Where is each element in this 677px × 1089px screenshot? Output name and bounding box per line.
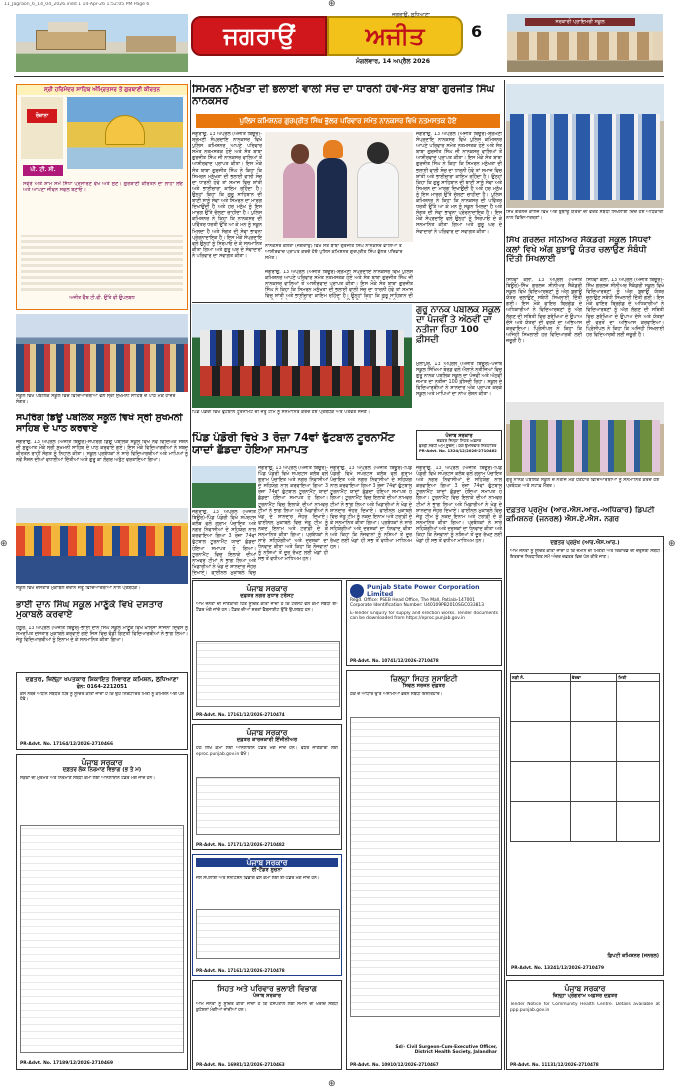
dastar-body: ਹਠੂਰ, 13 ਅਪ੍ਰੈਲ (ਅਜੀਤ ਬਿਊਰੋ)-ਭਾਈ ਦਾਨ ਸਿੰਘ ਸਕੂਲ ਮਾਣੂੰਕੇ ਵਿਖੇ ਖ਼ਾਲਸਾ ਸਾਜਨਾ ਦਿਵਸ ਨੂੰ ਸਮਰਪਿਤ ਦਸਤਾਰ ਮੁਕਾਬਲੇ ਕਰਵਾਏ ਗਏ ਜਿਸ ਵਿਚ ਵੱਡੀ ਗਿਣਤੀ ਵਿਦਿਆਰਥੀਆਂ ਨੇ ਭਾਗ ਲਿਆ। ਜੇਤੂ ਵਿਦਿਆਰਥੀਆਂ ਨੂੰ ਇਨਾਮ ਦੇ ਕੇ ਸਨਮਾਨਿਤ ਕੀਤਾ ਗਿਆ। xyxy=(16,626,188,644)
health-ad-body: ਠੇਕੇ ਦੇ ਆਧਾਰ ਉੱਤੇ ਅਸਾਮੀਆਂ ਭਰਨ ਸਬੰਧੀ ਇਸ਼ਤਿਹਾਰ। xyxy=(350,692,443,697)
health-ad-table xyxy=(350,717,500,1017)
land-notice-sub: ਦਫ਼ਤਰ ਪ੍ਰਮੁੱਖ (ਆਰ.ਐਸ.ਆਰ.) xyxy=(550,540,620,546)
file-header: 11_Jagraon_6_14_04_2026.indd 1 14-Apr-26 1:52:05 PM Page 6 xyxy=(4,2,150,7)
commission-body: ਕੇਸ ਨੰਬਰ ਅਧੀਨ ਸਬੰਧਤ ਧਿਰ ਨੂੰ ਸੂਚਿਤ ਕੀਤਾ ਜਾਂਦਾ ਹੈ ਕਿ ਉਹ ਨਿਰਧਾਰਿਤ ਮਿਤੀ ਨੂੰ ਕਮਿਸ਼ਨ ਅੱਗੇ ਪੇਸ਼ ਹੋਵੇ। xyxy=(20,691,184,703)
main-story-photo xyxy=(265,132,413,242)
admin-ad-ref: PR-Advt. No. 17189/12/2026-2710469 xyxy=(20,1061,114,1066)
football-body-col1: ਜਗਰਾਉਂ, 13 ਅਪ੍ਰੈਲ (ਅਜੀਤ ਬਿਊਰੋ)-ਪਿੰਡ ਪੰਡੋਰੀ ਵਿਖੇ ਸਪੋਰਟਸ ਕਲੱਬ ਵਲੋਂ ਗ੍ਰਾਮ ਪੰਚਾਇਤ ਅਤੇ ਨਗਰ ਨਿਵਾਸੀਆਂ ਦੇ ਸਹਿਯੋਗ ਨਾਲ ਕਰਵਾਇਆ ਗਿਆ 3 ਰੋਜ਼ਾ 74ਵਾਂ ਫੁੱਟਬਾਲ ਟੂਰਨਾਮੈਂਟ ਯਾਦਾਂ ਛੱਡਦਾ ਹੋਇਆ ਸਮਾਪਤ ਹੋ ਗਿਆ। ਟੂਰਨਾਮੈਂਟ ਵਿਚ ਇਲਾਕੇ ਦੀਆਂ ਨਾਮਵਰ ਟੀਮਾਂ ਨੇ ਭਾਗ ਲਿਆ ਅਤੇ ਖਿਡਾਰੀਆਂ ਨੇ ਖੇਡ ਦੇ ਸ਼ਾਨਦਾਰ ਜੌਹਰ ਦਿਖਾਏ। ਫਾਈਨਲ ਮੁਕਾਬਲੇ ਵਿਚ ਜੇਤੂ ਟੀਮ ਨੂੰ ਨਕਦ ਇਨਾਮ ਅਤੇ ਟਰਾਫ਼ੀ ਦੇ ਕੇ ਸਨਮਾਨਿਤ ਕੀਤਾ ਗਿਆ। ਪ੍ਰਬੰਧਕਾਂ ਨੇ ਸਾਰੇ ਸਹਿਯੋਗੀਆਂ ਅਤੇ ਦਰਸ਼ਕਾਂ ਦਾ ਧੰਨਵਾਦ ਕੀਤਾ ਅਤੇ ਕਿਹਾ ਕਿ ਨੌਜਵਾਨਾਂ ਨੂੰ ਨਸ਼ਿਆਂ ਤੋਂ ਦੂਰ ਰੱਖਣ ਲਈ ਖੇਡਾਂ ਹੀ ਸਭ ਤੋਂ ਵਧੀਆ ਮਾਧਿਅਮ ਹਨ। xyxy=(258,466,328,563)
recruitment-ad xyxy=(416,430,502,460)
main-body-col3: ਜਗਰਾਉਂ, 13 ਅਪ੍ਰੈਲ (ਅਜੀਤ ਬਿਊਰੋ)-ਸ਼੍ਰੋਮਣੀ ਸੰਪ੍ਰਦਾਇ ਨਾਨਕਸਰ ਵਿਖੇ ਪੁਲਿਸ ਕਮਿਸ਼ਨਰ ਆਪਣੇ ਪਰਿਵਾਰ ਸਮੇਤ ਨਤਮਸਤਕ ਹੋਏ ਅਤੇ ਸੰਤ ਬਾਬਾ ਗੁਰਜੀਤ ਸਿੰਘ ਜੀ ਨਾਨਕਸਰ ਵਾਲਿਆਂ ਤੋਂ ਆਸ਼ੀਰਵਾਦ ਪ੍ਰਾਪਤ ਕੀਤਾ। ਇਸ ਮੌਕੇ ਸੰਤ ਬਾਬਾ ਗੁਰਜੀਤ ਸਿੰਘ ਨੇ ਕਿਹਾ ਕਿ ਸਿਮਰਨ ਮਨੁੱਖਤਾ ਦੀ ਭਲਾਈ ਵਾਲੀ ਸੋਚ ਦਾ ਧਾਰਨੀ ਹੋਵੇ ਤਾਂ ਸਮਾਜ ਵਿਚ ਸ਼ਾਂਤੀ ਅਤੇ ਭਾਈਚਾਰਾ ਕਾਇਮ ਰਹਿੰਦਾ ਹੈ। ਉਨ੍ਹਾਂ ਕਿਹਾ ਕਿ ਗੁਰੂ ਸਾਹਿਬਾਨ ਦੀ ਬਾਣੀ ਸਾਨੂੰ ਸੇਵਾ ਅਤੇ ਸਿਮਰਨ ਦਾ ਮਾਰਗ ਦਿਖਾਉਂਦੀ ਹੈ ਅਤੇ ਹਰ ਮਨੁੱਖ ਨੂੰ ਇਸ ਮਾਰਗ ਉੱਤੇ ਚੱਲਣਾ ਚਾਹੀਦਾ ਹੈ। ਪੁਲਿਸ ਕਮਿਸ਼ਨਰ ਨੇ ਕਿਹਾ ਕਿ ਨਾਨਕਸਰ ਦੀ ਪਵਿੱਤਰ ਧਰਤੀ ਉੱਤੇ ਆ ਕੇ ਮਨ ਨੂੰ ਸਕੂਨ ਮਿਲਦਾ ਹੈ ਅਤੇ ਸੰਗਤ ਦੀ ਸੇਵਾ ਭਾਵਨਾ ਪ੍ਰੇਰਨਾਦਾਇਕ ਹੈ। ਇਸ ਮੌਕੇ ਸੰਪ੍ਰਦਾਇ ਵਲੋਂ ਉਨ੍ਹਾਂ ਨੂੰ ਸਿਰੋਪਾਓ ਦੇ ਕੇ ਸਨਮਾਨਿਤ ਕੀਤਾ ਗਿਆ ਅਤੇ ਗੁਰੂ ਘਰ ਦੇ ਸੇਵਾਦਾਰਾਂ ਨੇ ਪਰਿਵਾਰ ਦਾ ਸਵਾਗਤ ਕੀਤਾ। xyxy=(416,132,502,235)
edition-line: ਜਗਰਾਉਂ, ਲੁਧਿਆਣਾ xyxy=(392,12,430,18)
football-team-photo xyxy=(192,304,412,408)
spring-dew-caption: ਸਕੂਲ ਵਿਖੇ ਪਬਲਿਕ ਸਕੂਲ ਵਿਚ ਵਿਦਿਆਰਥੀਆਂ ਵਲੋਂ ਸ੍ਰੀ ਸੁਖਮਨੀ ਸਾਹਿਬ ਦੇ ਪਾਠ ਮੌਕੇ ਹਾਜ਼ਰ ਸੰਗਤ। xyxy=(16,394,176,405)
promo-left-panel xyxy=(21,97,63,159)
trust-ad xyxy=(192,580,342,720)
engineer-ad xyxy=(192,724,342,850)
masthead-right-name: ਅਜੀਤ xyxy=(365,22,425,50)
admin-ad-sub: ਦਫ਼ਤਰ ਲੋਕ ਨਿਰਮਾਣ ਵਿਭਾਗ (ਭ ਤੇ ਮ) xyxy=(62,767,142,773)
water-ad-body: ਜਲ ਸਪਲਾਈ ਅਤੇ ਸੈਨੀਟੇਸ਼ਨ ਵਿਭਾਗ ਵਲੋਂ ਕੰਮਾਂ ਲਈ ਈ-ਟੈਂਡਰ ਮੰਗੇ ਜਾਂਦੇ ਹਨ। xyxy=(196,876,320,881)
trust-ad-ref: PR-Advt. No. 17161/12/2026-2710474 xyxy=(196,712,285,717)
pwd-ad-ref: PR-Advt. No. 16981/12/2026-2710463 xyxy=(196,1062,285,1067)
recruitment-ad-ref: PR-Advt. No. 1324/12/2026-2710462 xyxy=(419,448,497,454)
program-ad-ref: PR-Advt. No. 11131/12/2026-2710478 xyxy=(510,1062,599,1067)
football-headline: ਪਿੰਡ ਪੰਡੋਰੀ ਵਿਖੇ 3 ਰੋਜ਼ਾ 74ਵਾਂ ਫੁੱਟਬਾਲ ਟੂਰਨਾਮੈਂਟ ਯਾਦਾਂ ਛੱਡਦਾ ਹੋਇਆ ਸਮਾਪਤ xyxy=(192,432,395,457)
fire-training-photo xyxy=(506,84,664,208)
admin-ad-title: ਪੰਜਾਬ ਸਰਕਾਰ xyxy=(81,758,123,767)
column-rule-2 xyxy=(504,80,505,1070)
masthead-photo-sign: ਸਰਕਾਰੀ ਪ੍ਰਾਇਮਰੀ ਸਕੂਲ xyxy=(525,18,635,26)
football-body-col2: ਜਗਰਾਉਂ, 13 ਅਪ੍ਰੈਲ (ਅਜੀਤ ਬਿਊਰੋ)-ਪਿੰਡ ਪੰਡੋਰੀ ਵਿਖੇ ਸਪੋਰਟਸ ਕਲੱਬ ਵਲੋਂ ਗ੍ਰਾਮ ਪੰਚਾਇਤ ਅਤੇ ਨਗਰ ਨਿਵਾਸੀਆਂ ਦੇ ਸਹਿਯੋਗ ਨਾਲ ਕਰਵਾਇਆ ਗਿਆ 3 ਰੋਜ਼ਾ 74ਵਾਂ ਫੁੱਟਬਾਲ ਟੂਰਨਾਮੈਂਟ ਯਾਦਾਂ ਛੱਡਦਾ ਹੋਇਆ ਸਮਾਪਤ ਹੋ ਗਿਆ। ਟੂਰਨਾਮੈਂਟ ਵਿਚ ਇਲਾਕੇ ਦੀਆਂ ਨਾਮਵਰ ਟੀਮਾਂ ਨੇ ਭਾਗ ਲਿਆ ਅਤੇ ਖਿਡਾਰੀਆਂ ਨੇ ਖੇਡ ਦੇ ਸ਼ਾਨਦਾਰ ਜੌਹਰ ਦਿਖਾਏ। ਫਾਈਨਲ ਮੁਕਾਬਲੇ ਵਿਚ ਜੇਤੂ ਟੀਮ ਨੂੰ ਨਕਦ ਇਨਾਮ ਅਤੇ ਟਰਾਫ਼ੀ ਦੇ ਕੇ ਸਨਮਾਨਿਤ ਕੀਤਾ ਗਿਆ। ਪ੍ਰਬੰਧਕਾਂ ਨੇ ਸਾਰੇ ਸਹਿਯੋਗੀਆਂ ਅਤੇ ਦਰਸ਼ਕਾਂ ਦਾ ਧੰਨਵਾਦ ਕੀਤਾ ਅਤੇ ਕਿਹਾ ਕਿ ਨੌਜਵਾਨਾਂ ਨੂੰ ਨਸ਼ਿਆਂ ਤੋਂ ਦੂਰ ਰੱਖਣ ਲਈ ਖੇਡਾਂ ਹੀ ਸਭ ਤੋਂ ਵਧੀਆ ਮਾਧਿਅਮ ਹਨ। xyxy=(330,466,412,551)
program-ad-title: ਪੰਜਾਬ ਸਰਕਾਰ xyxy=(564,984,606,993)
water-ad-ref: PR-Advt. No. 17161/12/2026-2710478 xyxy=(196,968,285,973)
masthead-rule xyxy=(14,76,664,77)
land-col-3: ਮਿਤੀ xyxy=(617,674,660,682)
spring-dew-photo xyxy=(16,314,188,392)
pwd-ad-title: ਸਿਹਤ ਅਤੇ ਪਰਿਵਾਰ ਭਲਾਈ ਵਿਭਾਗ xyxy=(217,984,317,993)
program-officer-ad xyxy=(506,980,664,1070)
land-notice-table xyxy=(510,673,660,842)
pspcl-title: Punjab State Power Corporation Limited xyxy=(367,584,480,598)
promo-schedule xyxy=(21,235,183,291)
registration-mark-bottom: ⊕ xyxy=(328,1079,336,1089)
football-inset-photo xyxy=(192,466,256,508)
program-ad-body: Tender Notice for Community Health Centre. Details available at ppp.punjab.gov.in xyxy=(510,1002,660,1013)
result-headline: ਗੁਰੂ ਨਾਨਕ ਪਬਲਿਕ ਸਕੂਲ ਦਾ ਪੰਜਵੀਂ ਤੇ ਅੱਠਵੀਂ ਦਾ ਨਤੀਜਾ ਰਿਹਾ 100 ਫ਼ੀਸਦੀ xyxy=(416,306,501,345)
pwd-ad-sub: ਪੰਜਾਬ ਸਰਕਾਰ xyxy=(252,993,282,999)
main-subhead: ਪੁਲਿਸ ਕਮਿਸ਼ਨਰ ਗੁਰਪ੍ਰੀਤ ਸਿੰਘ ਭੁੱਲਰ ਪਰਿਵਾਰ ਸਮੇਤ ਨਾਨਕਸਰ ਵਿਖੇ ਨਤਮਸਤਕ ਹੋਏ xyxy=(196,114,500,128)
pspcl-sub: Regd. Office: PSEB Head Office, The Mall, Patiala-147001 xyxy=(350,598,476,603)
promo-body: ਸਵੇਰੇ ਅਤੇ ਸ਼ਾਮ ਸਮੇਂ ਸਿੱਧਾ ਪ੍ਰਸਾਰਣ ਵੇਖੋ ਅਤੇ ਸੁਣੋ। ਗੁਰਬਾਣੀ ਕੀਰਤਨ ਦਾ ਲਾਹਾ ਲਓ ਅਤੇ ਆਪਣਾ ਜੀਵਨ ਸਫਲ ਬਣਾਓ। xyxy=(23,181,183,194)
commission-phone: ਫੋਨ: 0164-2212051 xyxy=(76,683,128,690)
fire-training-caption: ਸਿੱਖ ਗਰਲਜ਼ ਕਾਲਜ ਵਿਖੇ ਅੱਗ ਬੁਝਾਊ ਯੰਤਰਾਂ ਦੀ ਵਰਤੋਂ ਸਬੰਧੀ ਸਿਖਲਾਈ ਦਿੰਦੇ ਹੋਏ ਅਧਿਕਾਰੀ ਨਾਲ ਵਿਦਿਆਰਥਣਾਂ। xyxy=(506,210,664,221)
ads-top-rule xyxy=(192,578,502,579)
masthead-left-photo xyxy=(16,14,188,72)
pspcl-logo-icon xyxy=(350,584,364,598)
land-col-2: ਵੇਰਵਾ xyxy=(570,674,617,682)
pwd-ad xyxy=(192,980,342,1070)
engineer-ad-sub: ਦਫ਼ਤਰ ਕਾਰਜਕਾਰੀ ਇੰਜੀਨੀਅਰ xyxy=(236,737,298,743)
program-ad-sub: ਜ਼ਿਲ੍ਹਾ ਪ੍ਰੋਗਰਾਮ ਅਫ਼ਸਰ ਦਫ਼ਤਰ xyxy=(552,993,618,999)
land-notice xyxy=(506,536,664,976)
health-ad-title: ਜ਼ਿਲ੍ਹਾ ਸਿਹਤ ਸੁਸਾਇਟੀ xyxy=(390,674,458,683)
pspcl-body: E-Tender Enquiry for supply and erection works. Tender documents can be downloaded from https://eproc.punjab.gov.in xyxy=(350,610,498,622)
right-notice-headline: ਦਫ਼ਤਰ ਪ੍ਰਮੁੱਖ (ਆਰ.ਐਸ.ਆਰ.-ਅਧਿਕਾਰ) ਡਿਪਟੀ ਕਮਿਸ਼ਨਰ (ਜਨਰਲ) ਐਸ.ਏ.ਐਸ. ਨਗਰ xyxy=(506,506,655,523)
fire-training-headline: ਸਿੱਖ ਗਰਲਜ਼ ਸੀਨੀਅਰ ਸੈਕੰਡਰੀ ਸਕੂਲ ਸਿੱਧਵਾਂ ਕਲਾਂ ਵਿਖੇ ਅੱਗ ਬੁਝਾਊ ਯੰਤਰ ਚਲਾਉਣ ਸੰਬੰਧੀ ਦਿੱਤੀ ਸਿਖਲਾਈ xyxy=(506,236,651,265)
trust-ad-title: ਪੰਜਾਬ ਸਰਕਾਰ xyxy=(246,584,288,593)
trust-ad-sub: ਦਫ਼ਤਰ ਨਗਰ ਸੁਧਾਰ ਟਰੱਸਟ xyxy=(240,593,294,599)
fire-training-body-col1: ਸਿੱਧਵਾਂ ਕਲਾਂ, 13 ਅਪ੍ਰੈਲ (ਅਜੀਤ ਬਿਊਰੋ)-ਸਿੱਖ ਗਰਲਜ਼ ਸੀਨੀਅਰ ਸੈਕੰਡਰੀ ਸਕੂਲ ਵਿਖੇ ਵਿਦਿਆਰਥਣਾਂ ਨੂੰ ਅੱਗ ਬੁਝਾਊ ਯੰਤਰ ਚਲਾਉਣ ਸਬੰਧੀ ਸਿਖਲਾਈ ਦਿੱਤੀ ਗਈ। ਇਸ ਮੌਕੇ ਫਾਇਰ ਬ੍ਰਿਗੇਡ ਦੇ ਅਧਿਕਾਰੀਆਂ ਨੇ ਵਿਦਿਆਰਥਣਾਂ ਨੂੰ ਅੱਗ ਲੱਗਣ ਦੀ ਸਥਿਤੀ ਵਿਚ ਸੁਰੱਖਿਆ ਦੇ ਉਪਾਅ ਦੱਸੇ ਅਤੇ ਯੰਤਰਾਂ ਦੀ ਵਰਤੋਂ ਦਾ ਅਭਿਆਸ ਕਰਵਾਇਆ। ਪ੍ਰਿੰਸੀਪਲ ਨੇ ਕਿਹਾ ਕਿ ਅਜਿਹੀ ਸਿਖਲਾਈ ਹਰ ਵਿਦਿਆਰਥੀ ਲਈ ਜ਼ਰੂਰੀ ਹੈ। xyxy=(506,278,582,344)
commission-title: ਦਫ਼ਤਰ, ਜ਼ਿਲ੍ਹਾ ਖਪਤਕਾਰ ਸ਼ਿਕਾਇਤ ਨਿਵਾਰਣ ਕਮਿਸ਼ਨ, ਲੁਧਿਆਣਾ xyxy=(25,676,179,683)
trust-ad-body: ਆਮ ਜਨਤਾ ਦੀ ਜਾਣਕਾਰੀ ਹਿੱਤ ਸੂਚਿਤ ਕੀਤਾ ਜਾਂਦਾ ਹੈ ਕਿ ਟਰੱਸਟ ਵਲੋਂ ਕੰਮਾਂ ਸਬੰਧੀ ਈ-ਟੈਂਡਰ ਮੰਗੇ ਜਾਂਦੇ ਹਨ। ਟੈਂਡਰ ਦੀਆਂ ਸ਼ਰਤਾਂ ਵੈੱਬਸਾਈਟ ਉੱਤੇ ਉਪਲਬਧ ਹਨ। xyxy=(196,602,338,613)
main-photo-caption: ਨਾਨਕਸਰ ਕਲੇਰਾਂ (ਜਗਰਾਉਂ) ਵਿਖੇ ਸੰਤ ਬਾਬਾ ਗੁਰਜੀਤ ਸਿੰਘ ਨਾਨਕਸਰ ਵਾਲਿਆਂ ਤੋਂ ਆਸ਼ੀਰਵਾਦ ਪ੍ਰਾਪਤ ਕਰਦੇ ਹੋਏ ਪੁਲਿਸ ਕਮਿਸ਼ਨਰ ਗੁਰਪ੍ਰੀਤ ਸਿੰਘ ਭੁੱਲਰ ਪਰਿਵਾਰ ਸਮੇਤ। xyxy=(265,244,403,261)
main-body-col1: ਜਗਰਾਉਂ, 13 ਅਪ੍ਰੈਲ (ਅਜੀਤ ਬਿਊਰੋ)-ਸ਼੍ਰੋਮਣੀ ਸੰਪ੍ਰਦਾਇ ਨਾਨਕਸਰ ਵਿਖੇ ਪੁਲਿਸ ਕਮਿਸ਼ਨਰ ਆਪਣੇ ਪਰਿਵਾਰ ਸਮੇਤ ਨਤਮਸਤਕ ਹੋਏ ਅਤੇ ਸੰਤ ਬਾਬਾ ਗੁਰਜੀਤ ਸਿੰਘ ਜੀ ਨਾਨਕਸਰ ਵਾਲਿਆਂ ਤੋਂ ਆਸ਼ੀਰਵਾਦ ਪ੍ਰਾਪਤ ਕੀਤਾ। ਇਸ ਮੌਕੇ ਸੰਤ ਬਾਬਾ ਗੁਰਜੀਤ ਸਿੰਘ ਨੇ ਕਿਹਾ ਕਿ ਸਿਮਰਨ ਮਨੁੱਖਤਾ ਦੀ ਭਲਾਈ ਵਾਲੀ ਸੋਚ ਦਾ ਧਾਰਨੀ ਹੋਵੇ ਤਾਂ ਸਮਾਜ ਵਿਚ ਸ਼ਾਂਤੀ ਅਤੇ ਭਾਈਚਾਰਾ ਕਾਇਮ ਰਹਿੰਦਾ ਹੈ। ਉਨ੍ਹਾਂ ਕਿਹਾ ਕਿ ਗੁਰੂ ਸਾਹਿਬਾਨ ਦੀ ਬਾਣੀ ਸਾਨੂੰ ਸੇਵਾ ਅਤੇ ਸਿਮਰਨ ਦਾ ਮਾਰਗ ਦਿਖਾਉਂਦੀ ਹੈ ਅਤੇ ਹਰ ਮਨੁੱਖ ਨੂੰ ਇਸ ਮਾਰਗ ਉੱਤੇ ਚੱਲਣਾ ਚਾਹੀਦਾ ਹੈ। ਪੁਲਿਸ ਕਮਿਸ਼ਨਰ ਨੇ ਕਿਹਾ ਕਿ ਨਾਨਕਸਰ ਦੀ ਪਵਿੱਤਰ ਧਰਤੀ ਉੱਤੇ ਆ ਕੇ ਮਨ ਨੂੰ ਸਕੂਨ ਮਿਲਦਾ ਹੈ ਅਤੇ ਸੰਗਤ ਦੀ ਸੇਵਾ ਭਾਵਨਾ ਪ੍ਰੇਰਨਾਦਾਇਕ ਹੈ। ਇਸ ਮੌਕੇ ਸੰਪ੍ਰਦਾਇ ਵਲੋਂ ਉਨ੍ਹਾਂ ਨੂੰ ਸਿਰੋਪਾਓ ਦੇ ਕੇ ਸਨਮਾਨਿਤ ਕੀਤਾ ਗਿਆ ਅਤੇ ਗੁਰੂ ਘਰ ਦੇ ਸੇਵਾਦਾਰਾਂ ਨੇ ਪਰਿਵਾਰ ਦਾ ਸਵਾਗਤ ਕੀਤਾ। xyxy=(192,132,262,259)
promo-footer: ਅਜੀਤ ਵੈੱਬ ਟੀ.ਵੀ. ਉੱਤੇ ਵੀ ਉਪਲਬਧ xyxy=(69,296,135,301)
dastar-photo xyxy=(16,508,188,584)
promo-title: ਸ੍ਰੀ ਹਰਿਮੰਦਰ ਸਾਹਿਬ ਅੰਮ੍ਰਿਤਸਰ ਤੋਂ ਗੁਰਬਾਣੀ ਕੀਰਤਨ xyxy=(17,85,187,95)
health-ad-sign: Sd/- Civil Surgeon-Cum-Executive Officer, District Health Society, Jalandhar xyxy=(395,1045,497,1055)
health-ad-ref: PR-Advt. No. 10910/12/2026-2710467 xyxy=(350,1062,439,1067)
masthead-left-name: ਜਗਰਾਉਂ xyxy=(223,22,295,50)
land-notice-body: ਆਮ ਜਨਤਾ ਨੂੰ ਸੂਚਿਤ ਕੀਤਾ ਜਾਂਦਾ ਹੈ ਕਿ ਜ਼ਮੀਨ ਦੀ ਮਿਣਤੀ ਅਤੇ ਰਿਕਾਰਡ ਦੀ ਦਰੁਸਤੀ ਸਬੰਧੀ ਇਤਰਾਜ਼ ਨਿਰਧਾਰਿਤ ਸਮੇਂ ਅੰਦਰ ਦਫ਼ਤਰ ਵਿਚ ਪੇਸ਼ ਕੀਤੇ ਜਾਣ। xyxy=(510,549,660,560)
masthead-left-panel xyxy=(191,16,327,56)
land-col-1: ਲੜੀ ਨੰ. xyxy=(511,674,571,682)
land-notice-sign: ਡਿਪਟੀ ਕਮਿਸ਼ਨਰ (ਜਨਰਲ) xyxy=(607,953,659,959)
main-headline: ਸਿਮਰਨ ਮਨੁੱਖਤਾ ਦੀ ਭਲਾਈ ਵਾਲੀ ਸੋਚ ਦਾ ਧਾਰਨੀ ਹੋਵੇ-ਸੰਤ ਬਾਬਾ ਗੁਰਜੀਤ ਸਿੰਘ ਨਾਨਕਸਰ xyxy=(192,84,495,107)
water-ad xyxy=(192,854,342,976)
pspcl-ad xyxy=(346,580,502,666)
spring-dew-body: ਜਗਰਾਉਂ, 13 ਅਪ੍ਰੈਲ (ਅਜੀਤ ਬਿਊਰੋ)-ਸਪਰਿੰਗ ਡਿਊ ਪਬਲਿਕ ਸਕੂਲ ਵਿਖੇ ਨਵੇਂ ਵਿੱਦਿਅਕ ਸੈਸ਼ਨ ਦੀ ਸ਼ੁਰੂਆਤ ਮੌਕੇ ਸ੍ਰੀ ਸੁਖਮਨੀ ਸਾਹਿਬ ਦੇ ਪਾਠ ਕਰਵਾਏ ਗਏ। ਇਸ ਮੌਕੇ ਵਿਦਿਆਰਥੀਆਂ ਨੇ ਸ਼ਬਦ ਕੀਰਤਨ ਰਾਹੀਂ ਸੰਗਤ ਨੂੰ ਨਿਹਾਲ ਕੀਤਾ। ਸਕੂਲ ਪ੍ਰਬੰਧਕਾਂ ਨੇ ਸਾਰੇ ਵਿਦਿਆਰਥੀਆਂ ਅਤੇ ਮਾਪਿਆਂ ਨੂੰ ਨਵੇਂ ਸੈਸ਼ਨ ਦੀਆਂ ਵਧਾਈਆਂ ਦਿੱਤੀਆਂ ਅਤੇ ਗੁਰੂ ਕਾ ਲੰਗਰ ਅਤੁੱਟ ਵਰਤਾਇਆ ਗਿਆ। xyxy=(16,440,188,464)
commission-ref: PR-Advt. No. 17164/12/2026-2710466 xyxy=(20,742,114,747)
engineer-ad-ref: PR-Advt. No. 17171/12/2026-2710482 xyxy=(196,842,285,847)
result-honour-caption: ਗੁਰੂ ਨਾਨਕ ਪਬਲਿਕ ਸਕੂਲ ਦੇ ਨਤੀਜੇ ਮੌਕੇ ਹੋਣਹਾਰ ਵਿਦਿਆਰਥੀਆਂ ਨੂੰ ਸਨਮਾਨਿਤ ਕਰਦੇ ਹੋਏ ਪ੍ਰਬੰਧਕ ਅਤੇ ਸਟਾਫ਼ ਮੈਂਬਰ। xyxy=(506,478,660,489)
registration-mark-left: ⊕ xyxy=(0,539,8,549)
admin-ad xyxy=(16,754,188,1070)
dastar-caption: ਸਕੂਲ ਵਿਖੇ ਦਸਤਾਰ ਮੁਕਾਬਲੇ ਦੌਰਾਨ ਜੇਤੂ ਵਿਦਿਆਰਥੀਆਂ ਨਾਲ ਪ੍ਰਬੰਧਕ। xyxy=(16,586,141,591)
land-notice-ref: PR-Advt. No. 13241/12/2026-2710479 xyxy=(511,966,605,971)
engineer-ad-body: ਹੇਠ ਲਿਖੇ ਕੰਮਾਂ ਲਈ ਆਨਲਾਈਨ ਟੈਂਡਰ ਮੰਗੇ ਜਾਂਦੇ ਹਨ। ਵਧੇਰੇ ਜਾਣਕਾਰੀ ਲਈ eproc.punjab.gov.in ਵੇਖੋ। xyxy=(196,746,338,757)
result-body: ਮੁੱਲਾਂਪੁਰ, 13 ਅਪ੍ਰੈਲ (ਅਜੀਤ ਬਿਊਰੋ)-ਪੰਜਾਬ ਸਕੂਲ ਸਿੱਖਿਆ ਬੋਰਡ ਵਲੋਂ ਐਲਾਨੇ ਨਤੀਜਿਆਂ ਵਿਚ ਗੁਰੂ ਨਾਨਕ ਪਬਲਿਕ ਸਕੂਲ ਦਾ ਪੰਜਵੀਂ ਅਤੇ ਅੱਠਵੀਂ ਜਮਾਤ ਦਾ ਨਤੀਜਾ 100 ਫ਼ੀਸਦੀ ਰਿਹਾ। ਸਕੂਲ ਦੇ ਵਿਦਿਆਰਥੀਆਂ ਨੇ ਸ਼ਾਨਦਾਰ ਅੰਕ ਪ੍ਰਾਪਤ ਕਰਕੇ ਸਕੂਲ ਅਤੇ ਮਾਪਿਆਂ ਦਾ ਨਾਂਅ ਰੌਸ਼ਨ ਕੀਤਾ। xyxy=(416,362,502,398)
result-honour-photo xyxy=(506,402,664,476)
pwd-ad-body: ਆਮ ਜਨਤਾ ਨੂੰ ਸੂਚਿਤ ਕੀਤਾ ਜਾਂਦਾ ਹੈ ਕਿ ਹਸਪਤਾਲ ਲਈ ਸਮਾਨ ਦੀ ਖਰੀਦ ਸਬੰਧੀ ਕੁਟੇਸ਼ਨਾਂ ਮੰਗੀਆਂ ਜਾਂਦੀਆਂ ਹਨ। xyxy=(196,1002,338,1013)
recruitment-ad-body: ਭਰਤੀ ਸਬੰਧੀ ਆਮ ਸੂਚਨਾ। ਯੋਗ ਉਮੀਦਵਾਰ ਨਿਰਧਾਰਿਤ xyxy=(419,443,497,448)
dastar-headline: ਭਾਈ ਦਾਨ ਸਿੰਘ ਸਕੂਲ ਮਾਣੂੰਕੇ ਵਿਖੇ ਦਸਤਾਰ ਮੁਕਾਬਲੇ ਕਰਵਾਏ xyxy=(16,600,163,621)
health-ad xyxy=(346,670,502,1070)
main-story-bottom-rule xyxy=(192,302,502,303)
health-ad-sub: ਸਿਵਲ ਸਰਜਨ ਦਫ਼ਤਰ xyxy=(402,683,446,689)
pspcl-header xyxy=(350,584,498,598)
masthead-right-photo xyxy=(507,14,663,72)
football-caption: ਪਿੰਡ ਪੰਡੋਰੀ ਵਿਖੇ ਫੁੱਟਬਾਲ ਟੂਰਨਾਮੈਂਟ ਦੀ ਜੇਤੂ ਟੀਮ ਨੂੰ ਸਨਮਾਨਿਤ ਕਰਦੇ ਹੋਏ ਪ੍ਰਬੰਧਕ ਅਤੇ ਪਤਵੰਤੇ ਸੱਜਣ। xyxy=(192,410,371,415)
registration-mark-right: ⊕ xyxy=(668,539,676,549)
commission-notice xyxy=(16,672,188,750)
masthead-date: ਮੰਗਲਵਾਰ, 14 ਅਪ੍ਰੈਲ 2026 xyxy=(355,58,430,65)
promo-time-label: ਰੋਜ਼ਾਨਾ xyxy=(27,109,57,123)
masthead-right-panel xyxy=(327,16,463,56)
football-body-col0: ਜਗਰਾਉਂ, 13 ਅਪ੍ਰੈਲ (ਅਜੀਤ ਬਿਊਰੋ)-ਪਿੰਡ ਪੰਡੋਰੀ ਵਿਖੇ ਸਪੋਰਟਸ ਕਲੱਬ ਵਲੋਂ ਗ੍ਰਾਮ ਪੰਚਾਇਤ ਅਤੇ ਨਗਰ ਨਿਵਾਸੀਆਂ ਦੇ ਸਹਿਯੋਗ ਨਾਲ ਕਰਵਾਇਆ ਗਿਆ 3 ਰੋਜ਼ਾ 74ਵਾਂ ਫੁੱਟਬਾਲ ਟੂਰਨਾਮੈਂਟ ਯਾਦਾਂ ਛੱਡਦਾ ਹੋਇਆ ਸਮਾਪਤ ਹੋ ਗਿਆ। ਟੂਰਨਾਮੈਂਟ ਵਿਚ ਇਲਾਕੇ ਦੀਆਂ ਨਾਮਵਰ ਟੀਮਾਂ ਨੇ ਭਾਗ ਲਿਆ ਅਤੇ ਖਿਡਾਰੀਆਂ ਨੇ ਖੇਡ ਦੇ ਸ਼ਾਨਦਾਰ ਜੌਹਰ ਦਿਖਾਏ। ਫਾਈਨਲ ਮੁਕਾਬਲੇ ਵਿਚ xyxy=(192,510,256,576)
recruitment-ad-title: ਪੰਜਾਬ ਸਰਕਾਰ xyxy=(445,433,473,439)
water-ad-sub: ਈ-ਟੈਂਡਰ ਸੂਚਨਾ xyxy=(251,867,283,873)
promo-box xyxy=(16,84,188,310)
pspcl-ref: PR-Advt. No. 10741/12/2026-2710478 xyxy=(350,658,439,663)
column-rule-1 xyxy=(190,80,191,1070)
page-number: 6 xyxy=(471,22,483,41)
spring-dew-headline: ਸਪਰਿੰਗ ਡਿਊ ਪਬਲਿਕ ਸਕੂਲ ਵਿਖੇ ਸ੍ਰੀ ਸੁਖਮਨੀ ਸਾਹਿਬ ਦੇ ਪਾਠ ਕਰਵਾਏ xyxy=(16,413,183,434)
promo-golden-temple-photo xyxy=(67,97,183,169)
pspcl-cin: Corporate Identification Number: U40109PB2010SGC033813 xyxy=(350,603,484,609)
football-body-col3: ਜਗਰਾਉਂ, 13 ਅਪ੍ਰੈਲ (ਅਜੀਤ ਬਿਊਰੋ)-ਪਿੰਡ ਪੰਡੋਰੀ ਵਿਖੇ ਸਪੋਰਟਸ ਕਲੱਬ ਵਲੋਂ ਗ੍ਰਾਮ ਪੰਚਾਇਤ ਅਤੇ ਨਗਰ ਨਿਵਾਸੀਆਂ ਦੇ ਸਹਿਯੋਗ ਨਾਲ ਕਰਵਾਇਆ ਗਿਆ 3 ਰੋਜ਼ਾ 74ਵਾਂ ਫੁੱਟਬਾਲ ਟੂਰਨਾਮੈਂਟ ਯਾਦਾਂ ਛੱਡਦਾ ਹੋਇਆ ਸਮਾਪਤ ਹੋ ਗਿਆ। ਟੂਰਨਾਮੈਂਟ ਵਿਚ ਇਲਾਕੇ ਦੀਆਂ ਨਾਮਵਰ ਟੀਮਾਂ ਨੇ ਭਾਗ ਲਿਆ ਅਤੇ ਖਿਡਾਰੀਆਂ ਨੇ ਖੇਡ ਦੇ ਸ਼ਾਨਦਾਰ ਜੌਹਰ ਦਿਖਾਏ। ਫਾਈਨਲ ਮੁਕਾਬਲੇ ਵਿਚ ਜੇਤੂ ਟੀਮ ਨੂੰ ਨਕਦ ਇਨਾਮ ਅਤੇ ਟਰਾਫ਼ੀ ਦੇ ਕੇ ਸਨਮਾਨਿਤ ਕੀਤਾ ਗਿਆ। ਪ੍ਰਬੰਧਕਾਂ ਨੇ ਸਾਰੇ ਸਹਿਯੋਗੀਆਂ ਅਤੇ ਦਰਸ਼ਕਾਂ ਦਾ ਧੰਨਵਾਦ ਕੀਤਾ ਅਤੇ ਕਿਹਾ ਕਿ ਨੌਜਵਾਨਾਂ ਨੂੰ ਨਸ਼ਿਆਂ ਤੋਂ ਦੂਰ ਰੱਖਣ ਲਈ ਖੇਡਾਂ ਹੀ ਸਭ ਤੋਂ ਵਧੀਆ ਮਾਧਿਅਮ ਹਨ। xyxy=(416,466,502,545)
registration-mark-top: ⊕ xyxy=(328,0,336,9)
masthead xyxy=(191,14,491,72)
fire-training-body-col2: ਸਿੱਧਵਾਂ ਕਲਾਂ, 13 ਅਪ੍ਰੈਲ (ਅਜੀਤ ਬਿਊਰੋ)-ਸਿੱਖ ਗਰਲਜ਼ ਸੀਨੀਅਰ ਸੈਕੰਡਰੀ ਸਕੂਲ ਵਿਖੇ ਵਿਦਿਆਰਥਣਾਂ ਨੂੰ ਅੱਗ ਬੁਝਾਊ ਯੰਤਰ ਚਲਾਉਣ ਸਬੰਧੀ ਸਿਖਲਾਈ ਦਿੱਤੀ ਗਈ। ਇਸ ਮੌਕੇ ਫਾਇਰ ਬ੍ਰਿਗੇਡ ਦੇ ਅਧਿਕਾਰੀਆਂ ਨੇ ਵਿਦਿਆਰਥਣਾਂ ਨੂੰ ਅੱਗ ਲੱਗਣ ਦੀ ਸਥਿਤੀ ਵਿਚ ਸੁਰੱਖਿਆ ਦੇ ਉਪਾਅ ਦੱਸੇ ਅਤੇ ਯੰਤਰਾਂ ਦੀ ਵਰਤੋਂ ਦਾ ਅਭਿਆਸ ਕਰਵਾਇਆ। ਪ੍ਰਿੰਸੀਪਲ ਨੇ ਕਿਹਾ ਕਿ ਅਜਿਹੀ ਸਿਖਲਾਈ ਹਰ ਵਿਦਿਆਰਥੀ ਲਈ ਜ਼ਰੂਰੀ ਹੈ। xyxy=(586,278,664,338)
water-ad-title: ਪੰਜਾਬ ਸਰਕਾਰ xyxy=(196,858,338,867)
admin-ad-table xyxy=(20,825,184,1053)
promo-badge: ਪੀ. ਟੀ. ਸੀ. xyxy=(23,165,63,176)
recruitment-ad-sub: ਦਫ਼ਤਰ ਜ਼ਿਲ੍ਹਾ ਸਿਹਤ ਅਫ਼ਸਰ xyxy=(436,438,482,443)
admin-ad-body: ਸੜਕਾਂ ਦੀ ਮੁਰੰਮਤ ਅਤੇ ਨਿਰਮਾਣ ਸਬੰਧੀ ਕੰਮਾਂ ਲਈ ਆਨਲਾਈਨ ਟੈਂਡਰ ਮੰਗੇ ਜਾਂਦੇ ਹਨ। xyxy=(20,776,156,781)
main-body-col2: ਜਗਰਾਉਂ, 13 ਅਪ੍ਰੈਲ (ਅਜੀਤ ਬਿਊਰੋ)-ਸ਼੍ਰੋਮਣੀ ਸੰਪ੍ਰਦਾਇ ਨਾਨਕਸਰ ਵਿਖੇ ਪੁਲਿਸ ਕਮਿਸ਼ਨਰ ਆਪਣੇ ਪਰਿਵਾਰ ਸਮੇਤ ਨਤਮਸਤਕ ਹੋਏ ਅਤੇ ਸੰਤ ਬਾਬਾ ਗੁਰਜੀਤ ਸਿੰਘ ਜੀ ਨਾਨਕਸਰ ਵਾਲਿਆਂ ਤੋਂ ਆਸ਼ੀਰਵਾਦ ਪ੍ਰਾਪਤ ਕੀਤਾ। ਇਸ ਮੌਕੇ ਸੰਤ ਬਾਬਾ ਗੁਰਜੀਤ ਸਿੰਘ ਨੇ ਕਿਹਾ ਕਿ ਸਿਮਰਨ ਮਨੁੱਖਤਾ ਦੀ ਭਲਾਈ ਵਾਲੀ ਸੋਚ ਦਾ ਧਾਰਨੀ ਹੋਵੇ ਤਾਂ ਸਮਾਜ ਵਿਚ ਸ਼ਾਂਤੀ ਅਤੇ ਭਾਈਚਾਰਾ ਕਾਇਮ ਰਹਿੰਦਾ ਹੈ। ਉਨ੍ਹਾਂ ਕਿਹਾ ਕਿ ਗੁਰੂ ਸਾਹਿਬਾਨ ਦੀ xyxy=(265,270,413,300)
engineer-ad-title: ਪੰਜਾਬ ਸਰਕਾਰ xyxy=(246,728,288,737)
